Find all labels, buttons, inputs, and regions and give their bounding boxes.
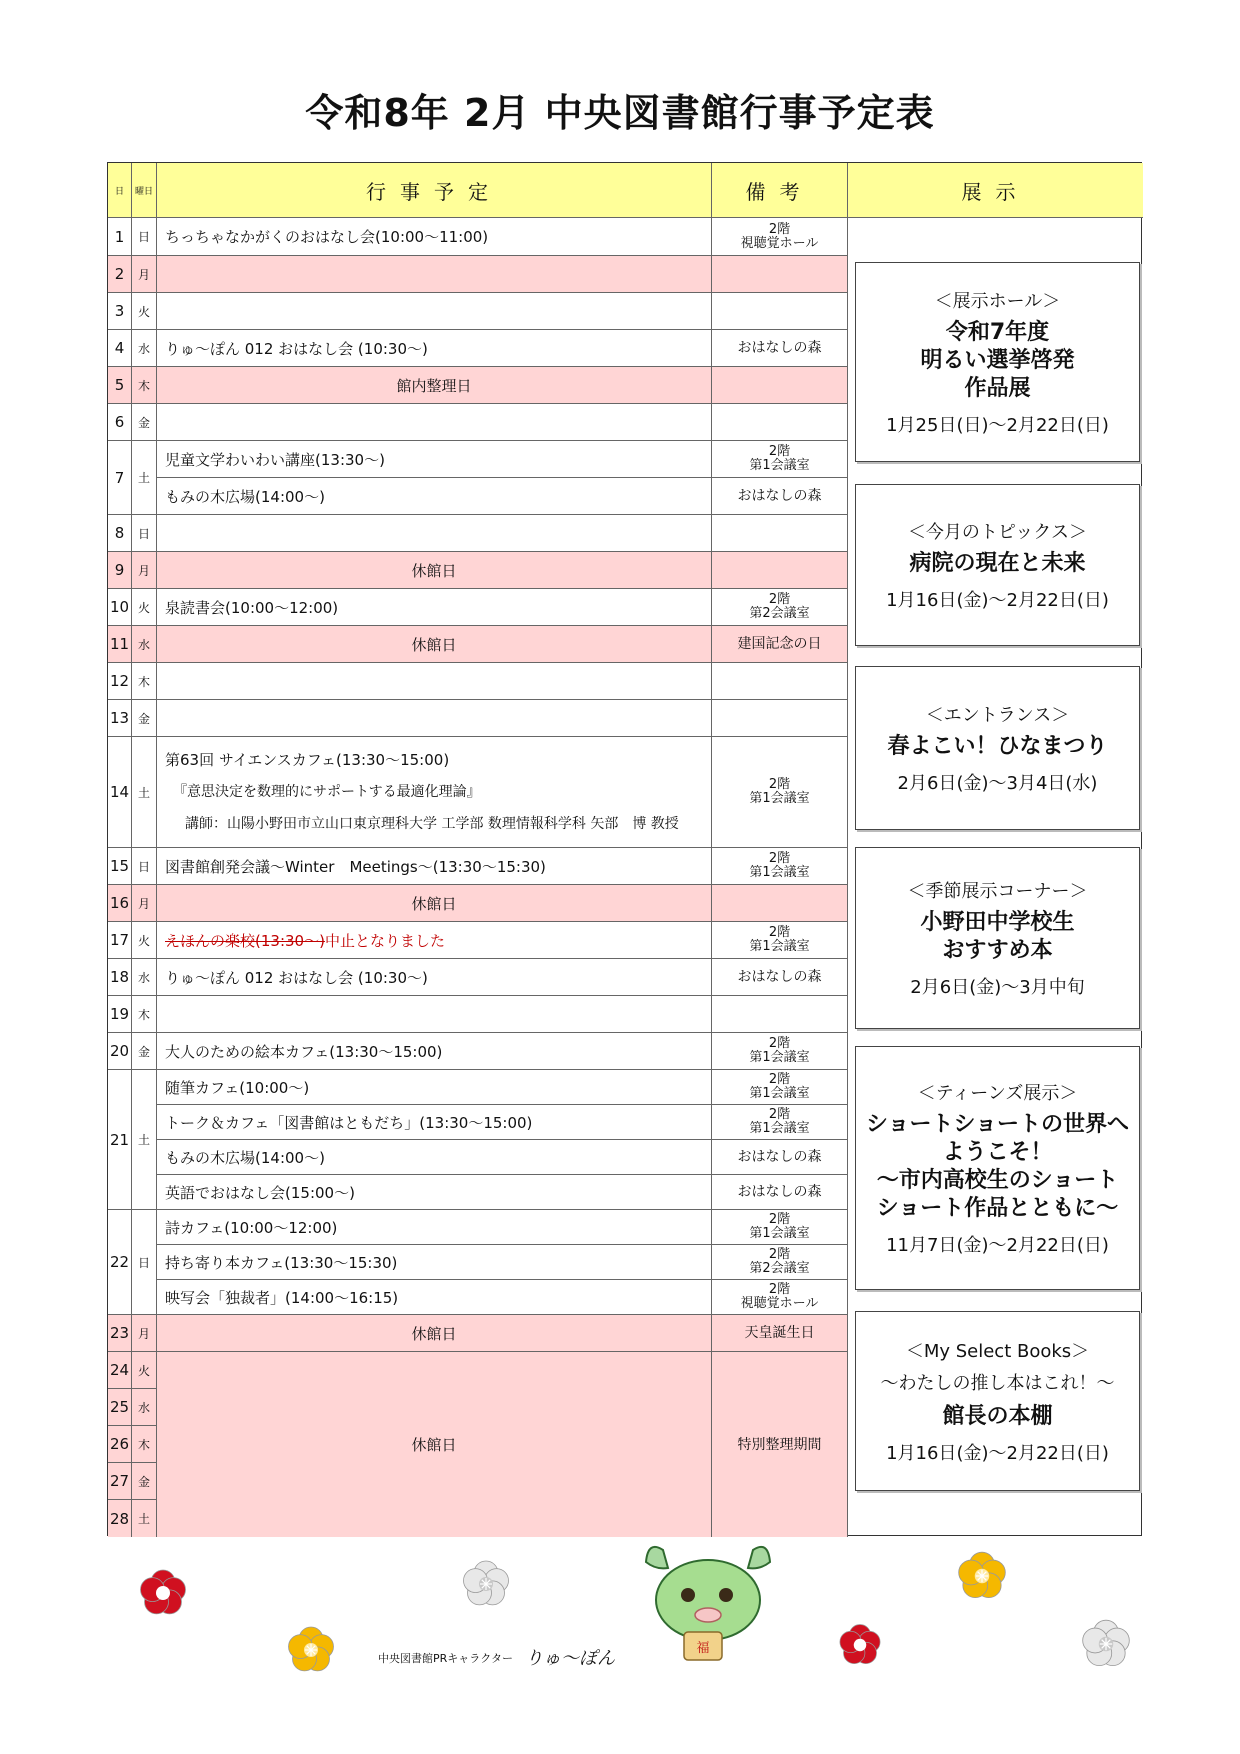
note-line: 第1会議室 [749, 939, 810, 954]
note-line: 第1会議室 [749, 458, 810, 473]
exhibit-dates: 11月7日(金)～2月22日(日) [886, 1235, 1109, 1256]
plum-flower-icon [835, 1620, 885, 1670]
weekday-cell: 火 [132, 293, 157, 330]
note-cell [712, 996, 848, 1033]
day-cell: 4 [108, 330, 132, 367]
header-exhibits: 展示 [848, 163, 1143, 218]
plum-flower-icon [283, 1622, 339, 1678]
note-cell [712, 367, 848, 404]
day-cell: 2 [108, 256, 132, 293]
weekday-cell: 月 [132, 885, 157, 922]
note-line: 第1会議室 [749, 865, 810, 880]
day-cell: 18 [108, 959, 132, 996]
day-cell: 23 [108, 1315, 132, 1352]
day-cell: 25 [108, 1389, 132, 1426]
note-cell [712, 626, 848, 663]
science-cafe-line: 第63回 サイエンスカフェ(13:30～15:00) [165, 751, 450, 769]
weekday-cell: 日 [132, 848, 157, 885]
exhibit-dates: 1月25日(日)～2月22日(日) [886, 415, 1109, 436]
note-line: 視聴覚ホール [740, 1296, 819, 1311]
note-cell [712, 404, 848, 441]
exhibit-title: 明るい選挙啓発 [920, 348, 1075, 373]
plum-flower-icon [458, 1556, 514, 1612]
note-cell [712, 218, 848, 256]
weekday-cell: 木 [132, 663, 157, 700]
event-closed-cell: 休館日 [157, 1315, 712, 1352]
event-cell: 図書館創発会議～Winter Meetings～(13:30～15:30) [157, 848, 712, 885]
event-closed-cell: 休館日 [157, 885, 712, 922]
weekday-cell: 金 [132, 1463, 157, 1500]
day-cell: 10 [108, 589, 132, 626]
weekday-cell: 水 [132, 1389, 157, 1426]
event-closed-cell: 休館日 [157, 552, 712, 589]
event-cell: もみの木広場(14:00～) [157, 478, 712, 515]
day-cell: 27 [108, 1463, 132, 1500]
exhibit-title: おすすめ本 [942, 938, 1053, 963]
event-cell [157, 996, 712, 1033]
day-cell: 16 [108, 885, 132, 922]
note-line: 2階 [768, 1212, 791, 1227]
note-line: おはなしの森 [737, 969, 822, 985]
day-cell: 28 [108, 1500, 132, 1537]
weekday-cell: 金 [132, 1033, 157, 1070]
note-cell [712, 1033, 848, 1070]
day-cell: 13 [108, 700, 132, 737]
weekday-cell: 金 [132, 404, 157, 441]
event-cell [157, 404, 712, 441]
note-cell [712, 1105, 848, 1140]
event-cell: 詩カフェ(10:00～12:00) [157, 1210, 712, 1245]
weekday-cell: 土 [132, 441, 157, 515]
day-cell: 7 [108, 441, 132, 515]
cancel-note: 中止となりました [324, 931, 445, 950]
exhibit-title: 館長の本棚 [942, 1404, 1053, 1429]
note-cell [712, 515, 848, 552]
event-cell [157, 256, 712, 293]
exhibit-title: ショート作品とともに～ [876, 1196, 1119, 1221]
cancelled-event: えほんの楽校(13:30～) [165, 931, 325, 950]
weekday-cell: 火 [132, 1352, 157, 1389]
note-line: 2階 [768, 1282, 791, 1297]
note-line: おはなしの森 [737, 1149, 822, 1165]
note-line: 第1会議室 [749, 1086, 810, 1101]
day-cell: 8 [108, 515, 132, 552]
event-closed-cell: 館内整理日 [157, 367, 712, 404]
exhibit-dates: 2月6日(金)～3月4日(水) [897, 773, 1098, 794]
day-cell: 19 [108, 996, 132, 1033]
day-cell: 26 [108, 1426, 132, 1463]
weekday-cell: 火 [132, 589, 157, 626]
exhibit-box [855, 1046, 1140, 1290]
weekday-cell: 土 [132, 1500, 157, 1537]
day-cell: 21 [108, 1070, 132, 1210]
note-line: 2階 [768, 444, 791, 459]
event-closed-cell: 休館日 [157, 626, 712, 663]
note-cell [712, 1315, 848, 1352]
note-cell [712, 737, 848, 848]
weekday-cell: 日 [132, 1210, 157, 1315]
weekday-cell: 土 [132, 1070, 157, 1210]
note-cell [712, 848, 848, 885]
weekday-cell: 日 [132, 515, 157, 552]
note-cell [712, 1070, 848, 1105]
note-cell [712, 441, 848, 478]
page-title: 令和8年 2月 中央図書館行事予定表 [305, 91, 935, 135]
header-day: 日 [108, 163, 132, 218]
exhibit-title: ～市内高校生のショート [876, 1168, 1119, 1193]
event-cell: トーク＆カフェ「図書館はともだち」(13:30～15:00) [157, 1105, 712, 1140]
note-line: おはなしの森 [737, 488, 822, 504]
day-cell: 5 [108, 367, 132, 404]
note-line: おはなしの森 [737, 340, 822, 356]
exhibit-box [855, 1311, 1140, 1491]
day-cell: 22 [108, 1210, 132, 1315]
note-line: 第1会議室 [749, 1226, 810, 1241]
note-line: 天皇誕生日 [744, 1325, 815, 1341]
note-cell [712, 1175, 848, 1210]
weekday-cell: 木 [132, 1426, 157, 1463]
event-cell: 持ち寄り本カフェ(13:30～15:30) [157, 1245, 712, 1280]
note-cell [712, 1280, 848, 1315]
note-line: 視聴覚ホール [740, 235, 819, 251]
mascot-label: 中央図書館PRキャラクター [378, 1652, 514, 1665]
day-cell: 24 [108, 1352, 132, 1389]
event-cell: 随筆カフェ(10:00～) [157, 1070, 712, 1105]
weekday-cell: 水 [132, 330, 157, 367]
day-cell: 11 [108, 626, 132, 663]
weekday-cell: 日 [132, 218, 157, 256]
event-cell: 英語でおはなし会(15:00～) [157, 1175, 712, 1210]
note-line: 2階 [768, 777, 791, 792]
mascot-name: りゅ～ぽん [525, 1648, 615, 1669]
exhibit-category: ＜今月のトピックス＞ [907, 522, 1088, 543]
weekday-cell: 月 [132, 1315, 157, 1352]
note-line: 2階 [768, 221, 791, 237]
day-cell: 9 [108, 552, 132, 589]
note-cell [712, 293, 848, 330]
note-line: 2階 [768, 851, 791, 866]
note-cell [712, 552, 848, 589]
weekday-cell: 土 [132, 737, 157, 848]
event-cell: 大人のための絵本カフェ(13:30～15:00) [157, 1033, 712, 1070]
exhibit-category: ＜展示ホール＞ [934, 291, 1061, 312]
event-cell: りゅ～ぽん 012 おはなし会 (10:30～) [157, 959, 712, 996]
exhibit-title: ようこそ！ [942, 1140, 1053, 1165]
note-cell [712, 1140, 848, 1175]
note-line: 建国記念の日 [737, 636, 822, 652]
day-cell: 17 [108, 922, 132, 959]
header-notes: 備考 [712, 163, 848, 218]
exhibit-box [855, 666, 1140, 830]
note-line: おはなしの森 [737, 1184, 822, 1200]
event-cell [157, 700, 712, 737]
header-weekday: 曜日 [132, 163, 157, 218]
note-cell [712, 922, 848, 959]
header-events: 行事予定 [157, 163, 712, 218]
exhibit-dates: 1月16日(金)～2月22日(日) [886, 1443, 1109, 1464]
note-cell: 特別整理期間 [712, 1352, 848, 1537]
note-line: 2階 [768, 1247, 791, 1262]
exhibit-title: 病院の現在と未来 [909, 551, 1086, 576]
exhibit-title: 春よこい！ひなまつり [887, 734, 1108, 759]
plum-flower-icon [135, 1565, 191, 1621]
event-cell [157, 737, 712, 848]
mascot-dragon-icon [638, 1540, 778, 1665]
exhibit-box [855, 262, 1140, 462]
note-line: 第1会議室 [749, 791, 810, 806]
exhibit-title: 作品展 [964, 376, 1031, 401]
event-closed-cell: 休館日 [157, 1352, 712, 1537]
exhibit-subtitle: ～わたしの推し本はこれ！～ [880, 1373, 1115, 1394]
note-line: 第1会議室 [749, 1050, 810, 1065]
note-cell [712, 885, 848, 922]
weekday-cell: 木 [132, 367, 157, 404]
science-cafe-line: 講師：山陽小野田市立山口東京理科大学 工学部 数理情報科学科 矢部 博 教授 [185, 816, 679, 832]
exhibit-dates: 1月16日(金)～2月22日(日) [886, 590, 1109, 611]
weekday-cell: 火 [132, 922, 157, 959]
science-cafe-line: 『意思決定を数理的にサポートする最適化理論』 [173, 784, 481, 800]
event-cell [157, 515, 712, 552]
weekday-cell: 水 [132, 626, 157, 663]
note-line: 第1会議室 [749, 1121, 810, 1136]
exhibit-category: ＜My Select Books＞ [905, 1341, 1090, 1362]
exhibit-category: ＜エントランス＞ [925, 705, 1070, 726]
plum-flower-icon [953, 1547, 1011, 1605]
exhibit-title: 令和7年度 [945, 320, 1050, 345]
event-cell: りゅ～ぽん 012 おはなし会 (10:30～) [157, 330, 712, 367]
note-cell [712, 1245, 848, 1280]
note-cell [712, 589, 848, 626]
note-cell [712, 330, 848, 367]
note-cell [712, 478, 848, 515]
note-line: 2階 [768, 1107, 791, 1122]
day-cell: 1 [108, 218, 132, 256]
note-cell [712, 663, 848, 700]
note-line: 2階 [768, 592, 791, 607]
exhibit-box [855, 484, 1140, 646]
day-cell: 15 [108, 848, 132, 885]
event-cell [157, 663, 712, 700]
event-cell [157, 293, 712, 330]
day-cell: 14 [108, 737, 132, 848]
weekday-cell: 金 [132, 700, 157, 737]
note-cell [712, 256, 848, 293]
exhibit-title: 小野田中学校生 [920, 910, 1075, 935]
event-cell: 泉読書会(10:00～12:00) [157, 589, 712, 626]
weekday-cell: 月 [132, 552, 157, 589]
event-cell: もみの木広場(14:00～) [157, 1140, 712, 1175]
note-cell [712, 700, 848, 737]
day-cell: 6 [108, 404, 132, 441]
note-cell [712, 959, 848, 996]
exhibit-box [855, 847, 1140, 1029]
mascot-badge: 福 [696, 1641, 710, 1656]
note-line: 2階 [768, 1072, 791, 1087]
exhibit-category: ＜ティーンズ展示＞ [917, 1083, 1078, 1104]
day-cell: 12 [108, 663, 132, 700]
exhibit-dates: 2月6日(金)～3月中旬 [910, 977, 1085, 998]
event-cell: ちっちゃなかがくのおはなし会(10:00～11:00) [157, 218, 712, 256]
exhibit-title: ショートショートの世界へ [865, 1112, 1130, 1137]
exhibit-category: ＜季節展示コーナー＞ [907, 881, 1088, 902]
weekday-cell: 月 [132, 256, 157, 293]
note-cell [712, 1210, 848, 1245]
event-cell: 映写会「独裁者」(14:00～16:15) [157, 1280, 712, 1315]
weekday-cell: 水 [132, 959, 157, 996]
weekday-cell: 木 [132, 996, 157, 1033]
event-cell: 児童文学わいわい講座(13:30～) [157, 441, 712, 478]
note-line: 第2会議室 [749, 1261, 810, 1276]
day-cell: 20 [108, 1033, 132, 1070]
plum-flower-icon [1077, 1615, 1135, 1673]
note-line: 2階 [768, 1036, 791, 1051]
note-line: 第2会議室 [749, 606, 810, 621]
note-line: 2階 [768, 925, 791, 940]
event-cell [157, 922, 712, 959]
day-cell: 3 [108, 293, 132, 330]
